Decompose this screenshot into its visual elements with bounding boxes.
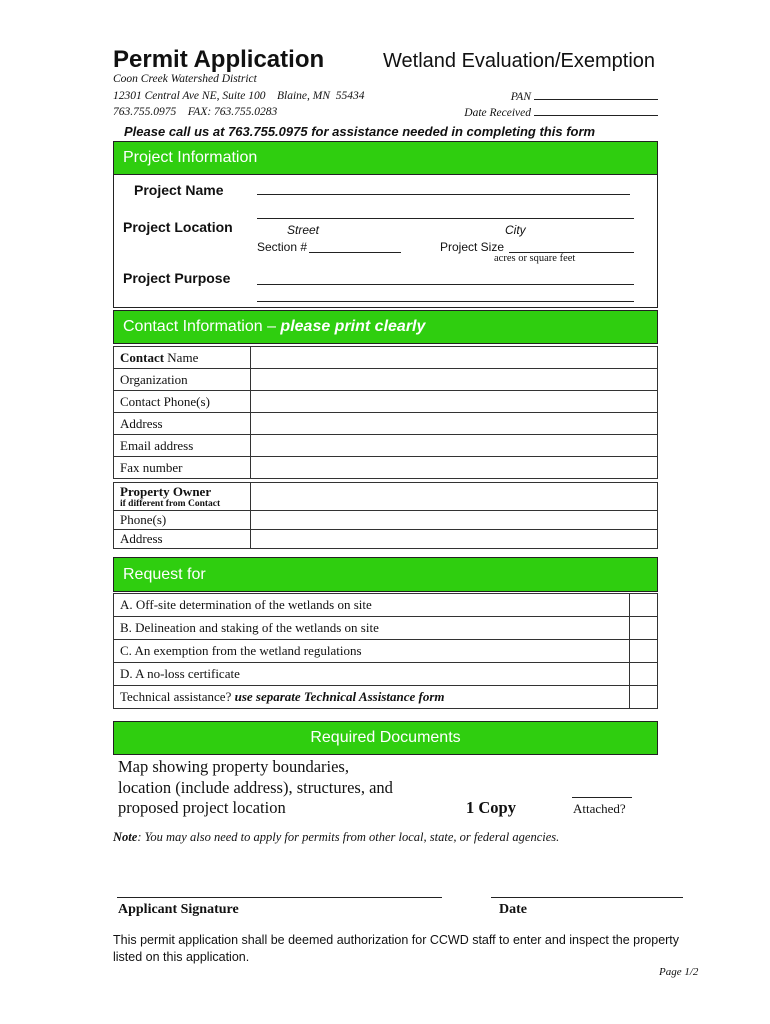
table-row (114, 435, 658, 457)
city-label: City (505, 223, 526, 237)
owner-address-input[interactable] (251, 530, 658, 549)
email-label: Email address (114, 435, 251, 457)
fax-input[interactable] (251, 457, 658, 479)
owner-phone-label: Phone(s) (114, 511, 251, 530)
property-owner-label: Property Owner if different from Contact (114, 483, 251, 511)
document-line-2: location (include address), structures, and (118, 777, 393, 797)
project-name-field[interactable] (257, 194, 630, 195)
required-documents-heading: Required Documents (113, 721, 658, 755)
project-purpose-label: Project Purpose (123, 270, 231, 286)
organization-phones: 763.755.0975 FAX: 763.755.0283 (113, 106, 278, 118)
table-row (114, 663, 658, 686)
contact-heading-main: Contact Information – (123, 318, 281, 335)
owner-address-label: Address (114, 530, 251, 549)
request-table (113, 593, 658, 709)
table-row (114, 391, 658, 413)
fax-label: Fax number (114, 457, 251, 479)
signature-date-field[interactable] (491, 897, 683, 898)
contact-table (113, 346, 658, 479)
request-item-b: B. Delineation and staking of the wetlands on site (114, 617, 630, 640)
project-purpose-field-1[interactable] (257, 284, 634, 285)
address-label: Address (114, 413, 251, 435)
assistance-notice: Please call us at 763.755.0975 for assistance needed in completing this form (124, 124, 596, 139)
table-row (114, 686, 658, 709)
project-size-label: Project Size (440, 240, 505, 254)
request-item-a: A. Off-site determination of the wetlands on site (114, 594, 630, 617)
organization-input[interactable] (251, 369, 658, 391)
owner-phone-input[interactable] (251, 511, 658, 530)
applicant-signature-field[interactable] (117, 897, 442, 898)
request-for-heading: Request for (113, 557, 658, 592)
project-size-units: acres or square feet (494, 253, 576, 264)
table-row (114, 413, 658, 435)
property-owner-input[interactable] (251, 483, 658, 511)
pan-line (534, 90, 658, 100)
applicant-signature-label: Applicant Signature (118, 902, 239, 917)
document-line-3: proposed project location (118, 798, 286, 817)
table-row (114, 347, 658, 369)
organization-label: Organization (114, 369, 251, 391)
table-row (114, 483, 658, 511)
date-label: Date (499, 902, 527, 917)
date-received-line (534, 106, 658, 116)
contact-name-label: Contact Name (114, 347, 251, 369)
contact-name-input[interactable] (251, 347, 658, 369)
attached-field[interactable] (572, 797, 632, 798)
contact-heading-emphasis: please print clearly (280, 318, 426, 335)
project-information-heading: Project Information (114, 142, 657, 175)
page-title: Permit Application (113, 46, 325, 73)
request-checkbox-technical[interactable] (630, 686, 658, 709)
section-label: Section # (257, 240, 308, 254)
table-row (114, 511, 658, 530)
request-item-c: C. An exemption from the wetland regulations (114, 640, 630, 663)
request-checkbox-c[interactable] (630, 640, 658, 663)
table-row (114, 640, 658, 663)
project-location-label: Project Location (123, 219, 233, 235)
table-row (114, 617, 658, 640)
table-row (114, 530, 658, 549)
pan-field[interactable] (511, 90, 658, 103)
request-item-d: D. A no-loss certificate (114, 663, 630, 686)
contact-phone-input[interactable] (251, 391, 658, 413)
pan-label: PAN (510, 91, 531, 103)
organization-name: Coon Creek Watershed District (113, 73, 257, 85)
project-information-section (113, 141, 658, 308)
date-received-label: Date Received (464, 107, 531, 119)
table-row (114, 594, 658, 617)
request-checkbox-a[interactable] (630, 594, 658, 617)
property-owner-table (113, 482, 658, 549)
request-item-technical: Technical assistance? use separate Technical Assistance form (114, 686, 630, 709)
form-subtitle: Wetland Evaluation/Exemption (383, 50, 656, 72)
request-checkbox-b[interactable] (630, 617, 658, 640)
copy-count: 1 Copy (466, 798, 516, 817)
contact-phone-label: Contact Phone(s) (114, 391, 251, 413)
address-input[interactable] (251, 413, 658, 435)
document-line-1: Map showing property boundaries, (118, 757, 349, 776)
authorization-statement: This permit application shall be deemed authorization for CCWD staff to enter and inspect the property listed on this application. (113, 933, 680, 964)
street-label: Street (287, 223, 320, 237)
section-field[interactable] (309, 252, 401, 253)
attached-label: Attached? (573, 801, 626, 816)
project-name-label: Project Name (134, 182, 224, 198)
required-document-description (118, 757, 393, 819)
page-number: Page 1/2 (659, 966, 699, 978)
organization-address: 12301 Central Ave NE, Suite 100 Blaine, MN 55434 (113, 90, 365, 102)
agency-note: Note: You may also need to apply for permits from other local, state, or federal agencies. (113, 830, 560, 844)
table-row (114, 369, 658, 391)
project-location-field[interactable] (257, 218, 634, 219)
email-input[interactable] (251, 435, 658, 457)
date-received-field[interactable] (464, 106, 658, 119)
contact-information-heading (113, 310, 658, 344)
request-checkbox-d[interactable] (630, 663, 658, 686)
project-purpose-field-2[interactable] (257, 301, 634, 302)
table-row (114, 457, 658, 479)
